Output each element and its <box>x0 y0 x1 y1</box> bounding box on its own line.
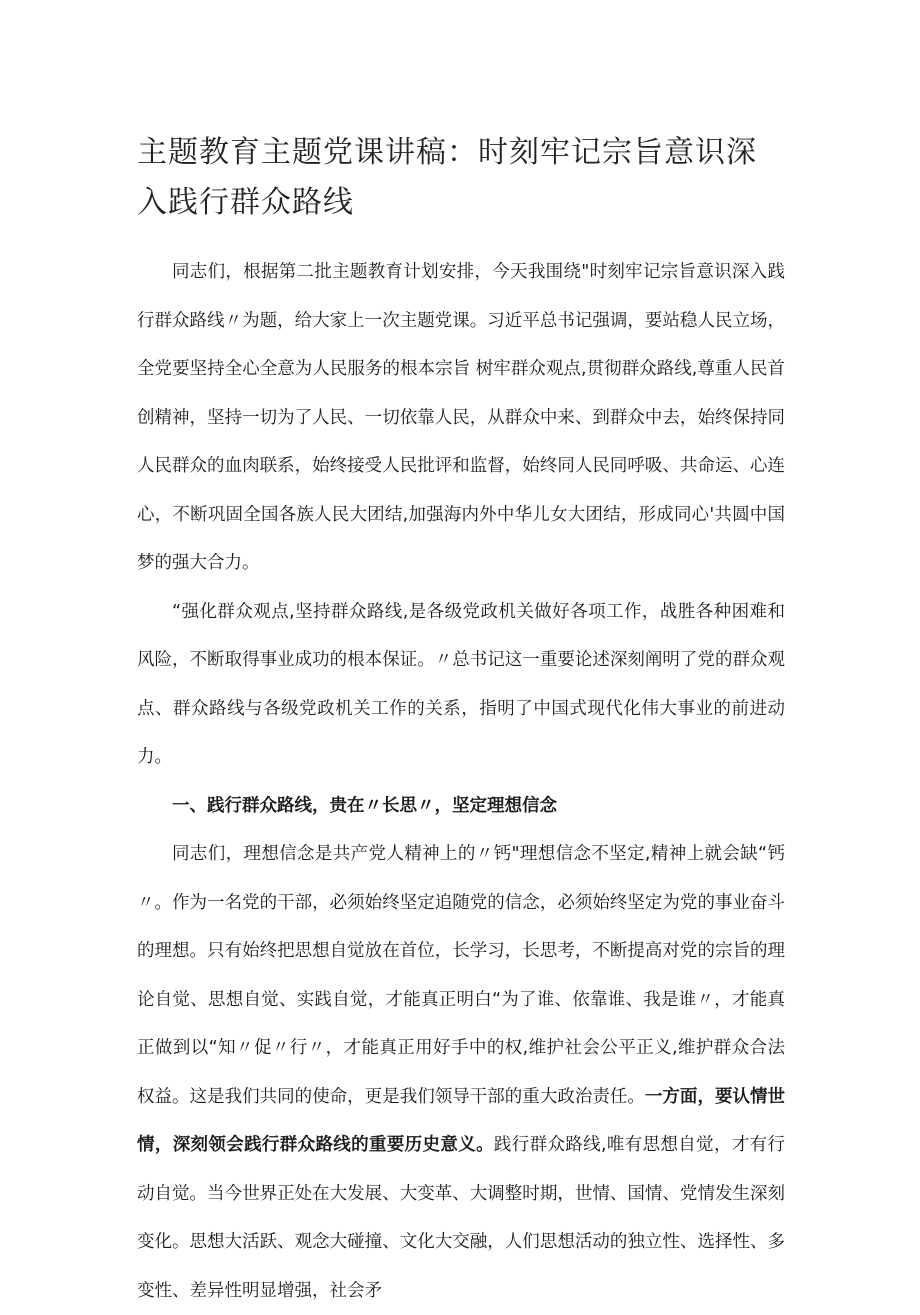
section-1-text-start: 同志们，理想信念是共产党人精神上的〃钙"理想信念不坚定,精神上就会缺“钙〃。作为一名党的干部，必须始终坚定追随党的信念，必须始终坚定为党的事业奋斗的理想。只有始终把思想自觉放在首位，长学习，长思考，不断提高对党的宗旨的理论自觉、思想自觉、实践自觉，才能真正明白“为了谁、依靠谁、我是谁〃，才能真正做到以“知〃促〃行〃，才能真正用好手中的权,维护社会公平正义,维护群众合法权益。这是我们共同的使命，更是我们领导干部的重大政治责任。 <box>137 844 785 1107</box>
document-title: 主题教育主题党课讲稿：时刻牢记宗旨意识深入践行群众路线 <box>137 135 757 220</box>
section-heading-1: 一、践行群众路线，贵在〃长思〃，坚定理想信念 <box>172 795 557 816</box>
paragraph-quote: “强化群众观点,坚持群众路线,是各级党政机关做好各项工作，战胜各种困难和风险，不断取得事业成功的根本保证。〃总书记这一重要论述深刻阐明了党的群众观点、群众路线与各级党政机关工作的关系，指明了中国式现代化伟大事业的前进动力。 <box>137 601 785 767</box>
paragraph-intro: 同志们，根据第二批主题教育计划安排，今天我围绕"时刻牢记宗旨意识深入践行群众路线〃为题，给大家上一次主题党课。习近平总书记强调，要站稳人民立场，全党要坚持全心全意为人民服务的根本宗旨 树牢群众观点,贯彻群众路线,尊重人民首创精神，坚持一切为了人民、一切依靠人民，从群众中来、到群众中去，始终保持同人民群众的血肉联系，始终接受人民批评和监督，始终同人民同呼吸、共命运、心连心，不断巩固全国各族人民大团结,加强海内外中华儿女大团结，形成同心'共圆中国梦的强大合力。 <box>137 262 785 573</box>
document-body <box>137 248 785 1315</box>
section-1-text-end: 践行群众路线,唯有思想自觉，才有行动自觉。当今世界正处在大发展、大变革、大调整时期，世情、国情、党情发生深刻变化。思想大活跃、观念大碰撞、文化大交融，人们思想活动的独立性、选择性、多变性、差异性明显增强，社会矛 <box>137 1135 786 1301</box>
section-1-bold-text: 一方面，要认情世情，深刻领会践行群众路线的重要历史意义。 <box>137 1086 786 1155</box>
section-1-paragraph <box>137 830 785 1315</box>
